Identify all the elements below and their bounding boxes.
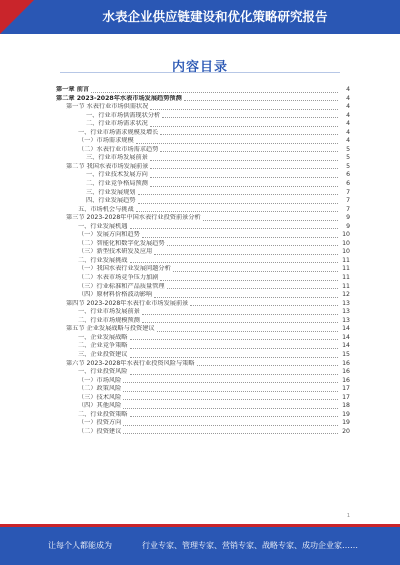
toc-leader-dots	[150, 168, 338, 169]
toc-entry-label: 一、行业投资风险	[78, 368, 128, 376]
toc-entry-page: 17	[342, 393, 350, 401]
toc-entry[interactable]	[56, 163, 350, 172]
toc-entry-label: 一、企业发展战略	[78, 333, 128, 341]
toc-leader-dots	[130, 339, 339, 340]
toc-entry-label: 五、市场机会与挑战	[78, 205, 134, 213]
report-title: 水表企业供应链建设和优化策略研究报告	[102, 9, 328, 24]
toc-entry-page: 9	[346, 214, 350, 222]
toc-entry[interactable]	[56, 86, 350, 95]
toc-entry-page: 20	[342, 427, 350, 435]
toc-leader-dots	[123, 391, 338, 392]
toc-entry[interactable]	[56, 129, 350, 138]
toc-entry-label: （一）市场需求规模	[78, 137, 134, 145]
toc-entry-label: （三）新型技术研发及应用	[78, 248, 153, 256]
toc-entry-label: （三）行业标准和产品质量管理	[78, 282, 165, 290]
toc-leader-dots	[150, 109, 338, 110]
toc-entry-page: 10	[342, 231, 350, 239]
toc-entry-page: 4	[346, 86, 350, 93]
toc-entry-label: 第一节 水表行业市场供需状况	[66, 103, 149, 111]
toc-entry-label: 一、行业技术发展方向	[86, 171, 148, 179]
toc-entry-label: 四、行业发展趋势	[86, 197, 136, 205]
toc-entry[interactable]	[56, 189, 350, 198]
toc-entry-label: （二）水表市场竞争压力加剧	[78, 274, 159, 282]
toc-entry-page: 4	[346, 94, 350, 102]
toc-entry-page: 4	[346, 137, 350, 145]
toc-entry[interactable]	[56, 283, 350, 292]
toc-leader-dots	[91, 92, 338, 93]
toc-entry[interactable]	[56, 419, 350, 428]
toc-entry-page: 15	[342, 350, 350, 358]
toc-entry-page: 5	[346, 162, 350, 170]
toc-entry[interactable]	[56, 154, 350, 163]
toc-entry-label: 第六节 2023-2028年水表行业投资风险与策略	[66, 359, 195, 367]
toc-leader-dots	[184, 100, 338, 101]
toc-leader-dots	[160, 134, 338, 135]
toc-leader-dots	[130, 374, 339, 375]
toc-entry-page: 14	[342, 342, 350, 350]
toc-entry-label: （一）投资方向	[78, 419, 122, 427]
toc-entry-label: （一）市场风险	[78, 376, 122, 384]
toc-entry-label: 一、行业发展机遇	[78, 222, 128, 230]
toc-entry[interactable]	[56, 291, 350, 300]
toc-leader-dots	[162, 117, 338, 118]
toc-leader-dots	[130, 348, 339, 349]
toc-entry-label: 二、行业市场需求状况	[86, 120, 148, 128]
toc-entry[interactable]	[56, 103, 350, 112]
toc-leader-dots	[167, 245, 338, 246]
toc-entry[interactable]	[56, 317, 350, 326]
toc-entry[interactable]	[56, 428, 350, 437]
toc-entry[interactable]	[56, 385, 350, 394]
toc-entry[interactable]	[56, 146, 350, 155]
toc-entry[interactable]	[56, 368, 350, 377]
toc-entry-page: 6	[346, 180, 350, 188]
toc-leader-dots	[123, 408, 338, 409]
toc-entry-label: （三）技术风险	[78, 393, 122, 401]
header-bar	[0, 0, 400, 34]
toc-entry-label: （二）投资建议	[78, 427, 122, 435]
toc-entry[interactable]	[56, 223, 350, 232]
toc-leader-dots	[138, 203, 339, 204]
toc-entry-label: 第二章 2023-2028年水表市场发展趋势预测	[56, 94, 182, 102]
toc-entry-label: 一、行业市场需求规模及增长	[78, 128, 159, 136]
toc-entry-label: （二）水表行业市场需求趋势	[78, 145, 159, 153]
toc-entry-page: 5	[346, 154, 350, 162]
toc-entry-page: 4	[346, 103, 350, 111]
toc-entry[interactable]	[56, 265, 350, 274]
toc-entry-label: 二、行业投资策略	[78, 410, 128, 418]
toc-entry-page: 17	[342, 385, 350, 393]
toc-entry-page: 18	[342, 402, 350, 410]
toc-entry[interactable]	[56, 180, 350, 189]
table-of-contents	[56, 86, 350, 436]
toc-leader-dots	[123, 425, 338, 426]
toc-entry-page: 7	[346, 205, 350, 213]
toc-entry-page: 13	[342, 316, 350, 324]
toc-entry[interactable]	[56, 95, 350, 104]
toc-entry-page: 16	[342, 359, 350, 367]
toc-leader-dots	[130, 357, 339, 358]
toc-entry-page: 11	[342, 274, 350, 282]
toc-entry-page: 14	[342, 325, 350, 333]
toc-entry-label: （一）发展方向和趋势	[78, 231, 140, 239]
toc-leader-dots	[123, 382, 338, 383]
toc-entry[interactable]	[56, 214, 350, 223]
toc-entry[interactable]	[56, 231, 350, 240]
toc-entry-page: 11	[342, 265, 350, 273]
toc-heading: 内容目录	[171, 60, 228, 75]
toc-entry-page: 10	[342, 239, 350, 247]
toc-leader-dots	[142, 314, 338, 315]
toc-leader-dots	[130, 416, 339, 417]
toc-entry-page: 16	[342, 376, 350, 384]
toc-entry-label: （一）我国水表行业发展问题分析	[78, 265, 171, 273]
toc-entry-label: 第五节 企业发展战略与投资建议	[66, 325, 155, 333]
toc-entry[interactable]	[56, 411, 350, 420]
toc-leader-dots	[150, 186, 338, 187]
toc-leader-dots	[136, 211, 338, 212]
toc-entry-label: 二、行业市场规模预测	[78, 316, 140, 324]
toc-entry[interactable]	[56, 137, 350, 146]
toc-entry[interactable]	[56, 394, 350, 403]
toc-entry-label: 三、行业发展规划	[86, 188, 136, 196]
toc-entry-page: 16	[342, 368, 350, 376]
toc-leader-dots	[154, 297, 338, 298]
toc-entry-label: 三、企业投资建议	[78, 350, 128, 358]
toc-entry-page: 9	[346, 222, 350, 230]
toc-leader-dots	[173, 271, 338, 272]
toc-leader-dots	[167, 288, 338, 289]
toc-entry[interactable]	[56, 257, 350, 266]
toc-entry-page: 4	[346, 111, 350, 119]
toc-entry-page: 4	[346, 120, 350, 128]
toc-entry-label: 第二节 我国水表市场发展前景	[66, 162, 149, 170]
toc-leader-dots	[142, 237, 338, 238]
toc-leader-dots	[150, 126, 338, 127]
toc-leader-dots	[160, 151, 338, 152]
toc-entry[interactable]	[56, 377, 350, 386]
toc-entry[interactable]	[56, 240, 350, 249]
toc-leader-dots	[136, 143, 338, 144]
toc-entry[interactable]	[56, 402, 350, 411]
toc-leader-dots	[203, 220, 338, 221]
toc-entry-page: 14	[342, 333, 350, 341]
toc-entry[interactable]	[56, 351, 350, 360]
toc-entry[interactable]	[56, 334, 350, 343]
footer-tagline: 行业专家、管理专家、营销专家、战略专家、成功企业家……	[142, 541, 358, 550]
toc-leader-dots	[130, 262, 339, 263]
toc-entry-label: （二）智能化和数字化发展趋势	[78, 239, 165, 247]
toc-divider	[60, 72, 340, 73]
toc-entry-label: 二、行业竞争格局预测	[86, 180, 148, 188]
toc-entry-page: 7	[346, 188, 350, 196]
toc-entry-page: 5	[346, 145, 350, 153]
toc-entry[interactable]	[56, 325, 350, 334]
toc-entry-label: 二、行业发展挑战	[78, 256, 128, 264]
toc-entry[interactable]	[56, 308, 350, 317]
toc-leader-dots	[150, 177, 338, 178]
toc-entry[interactable]	[56, 300, 350, 309]
toc-entry-page: 10	[342, 248, 350, 256]
toc-leader-dots	[130, 228, 339, 229]
toc-entry-page: 12	[342, 291, 350, 299]
toc-entry-label: 第三节 2023-2028年中国水表行业投资前景分析	[66, 214, 201, 222]
toc-entry[interactable]	[56, 360, 350, 369]
page-number: 1	[346, 513, 350, 519]
header-corner-accent	[0, 0, 34, 34]
footer-slogan: 让每个人都能成为	[48, 541, 112, 550]
toc-entry-label: 第四节 2023-2028年水表行业市场发展前景	[66, 299, 189, 307]
toc-entry-label: （二）政策风险	[78, 385, 122, 393]
toc-entry-page: 11	[342, 256, 350, 264]
toc-entry-page: 4	[346, 128, 350, 136]
toc-entry[interactable]	[56, 197, 350, 206]
toc-entry-page: 11	[342, 282, 350, 290]
toc-entry-label: （四）其他风险	[78, 402, 122, 410]
toc-entry-page: 7	[346, 197, 350, 205]
toc-entry-label: （四）原材料价格波动影响	[78, 291, 153, 299]
toc-entry-label: 二、企业竞争策略	[78, 342, 128, 350]
toc-entry[interactable]	[56, 274, 350, 283]
toc-entry[interactable]	[56, 120, 350, 129]
toc-leader-dots	[197, 365, 338, 366]
toc-entry-label: 一、行业市场发展前景	[78, 308, 140, 316]
footer-bar	[0, 527, 400, 565]
toc-leader-dots	[138, 194, 339, 195]
toc-leader-dots	[157, 331, 338, 332]
toc-entry-page: 6	[346, 171, 350, 179]
toc-entry-page: 13	[342, 299, 350, 307]
toc-leader-dots	[160, 280, 338, 281]
toc-entry[interactable]	[56, 112, 350, 121]
toc-entry-label: 三、行业市场发展前景	[86, 154, 148, 162]
toc-entry-page: 19	[342, 419, 350, 427]
toc-entry-page: 13	[342, 308, 350, 316]
toc-entry[interactable]	[56, 206, 350, 215]
toc-leader-dots	[190, 305, 338, 306]
toc-leader-dots	[154, 254, 338, 255]
toc-leader-dots	[123, 433, 338, 434]
toc-leader-dots	[150, 160, 338, 161]
toc-leader-dots	[142, 322, 338, 323]
toc-entry-label: 一、行业市场供需现状分析	[86, 111, 161, 119]
toc-entry-page: 19	[342, 410, 350, 418]
toc-entry[interactable]	[56, 342, 350, 351]
toc-leader-dots	[123, 399, 338, 400]
toc-entry-label: 第一章 前言	[56, 86, 90, 93]
toc-entry[interactable]	[56, 171, 350, 180]
toc-entry[interactable]	[56, 248, 350, 257]
